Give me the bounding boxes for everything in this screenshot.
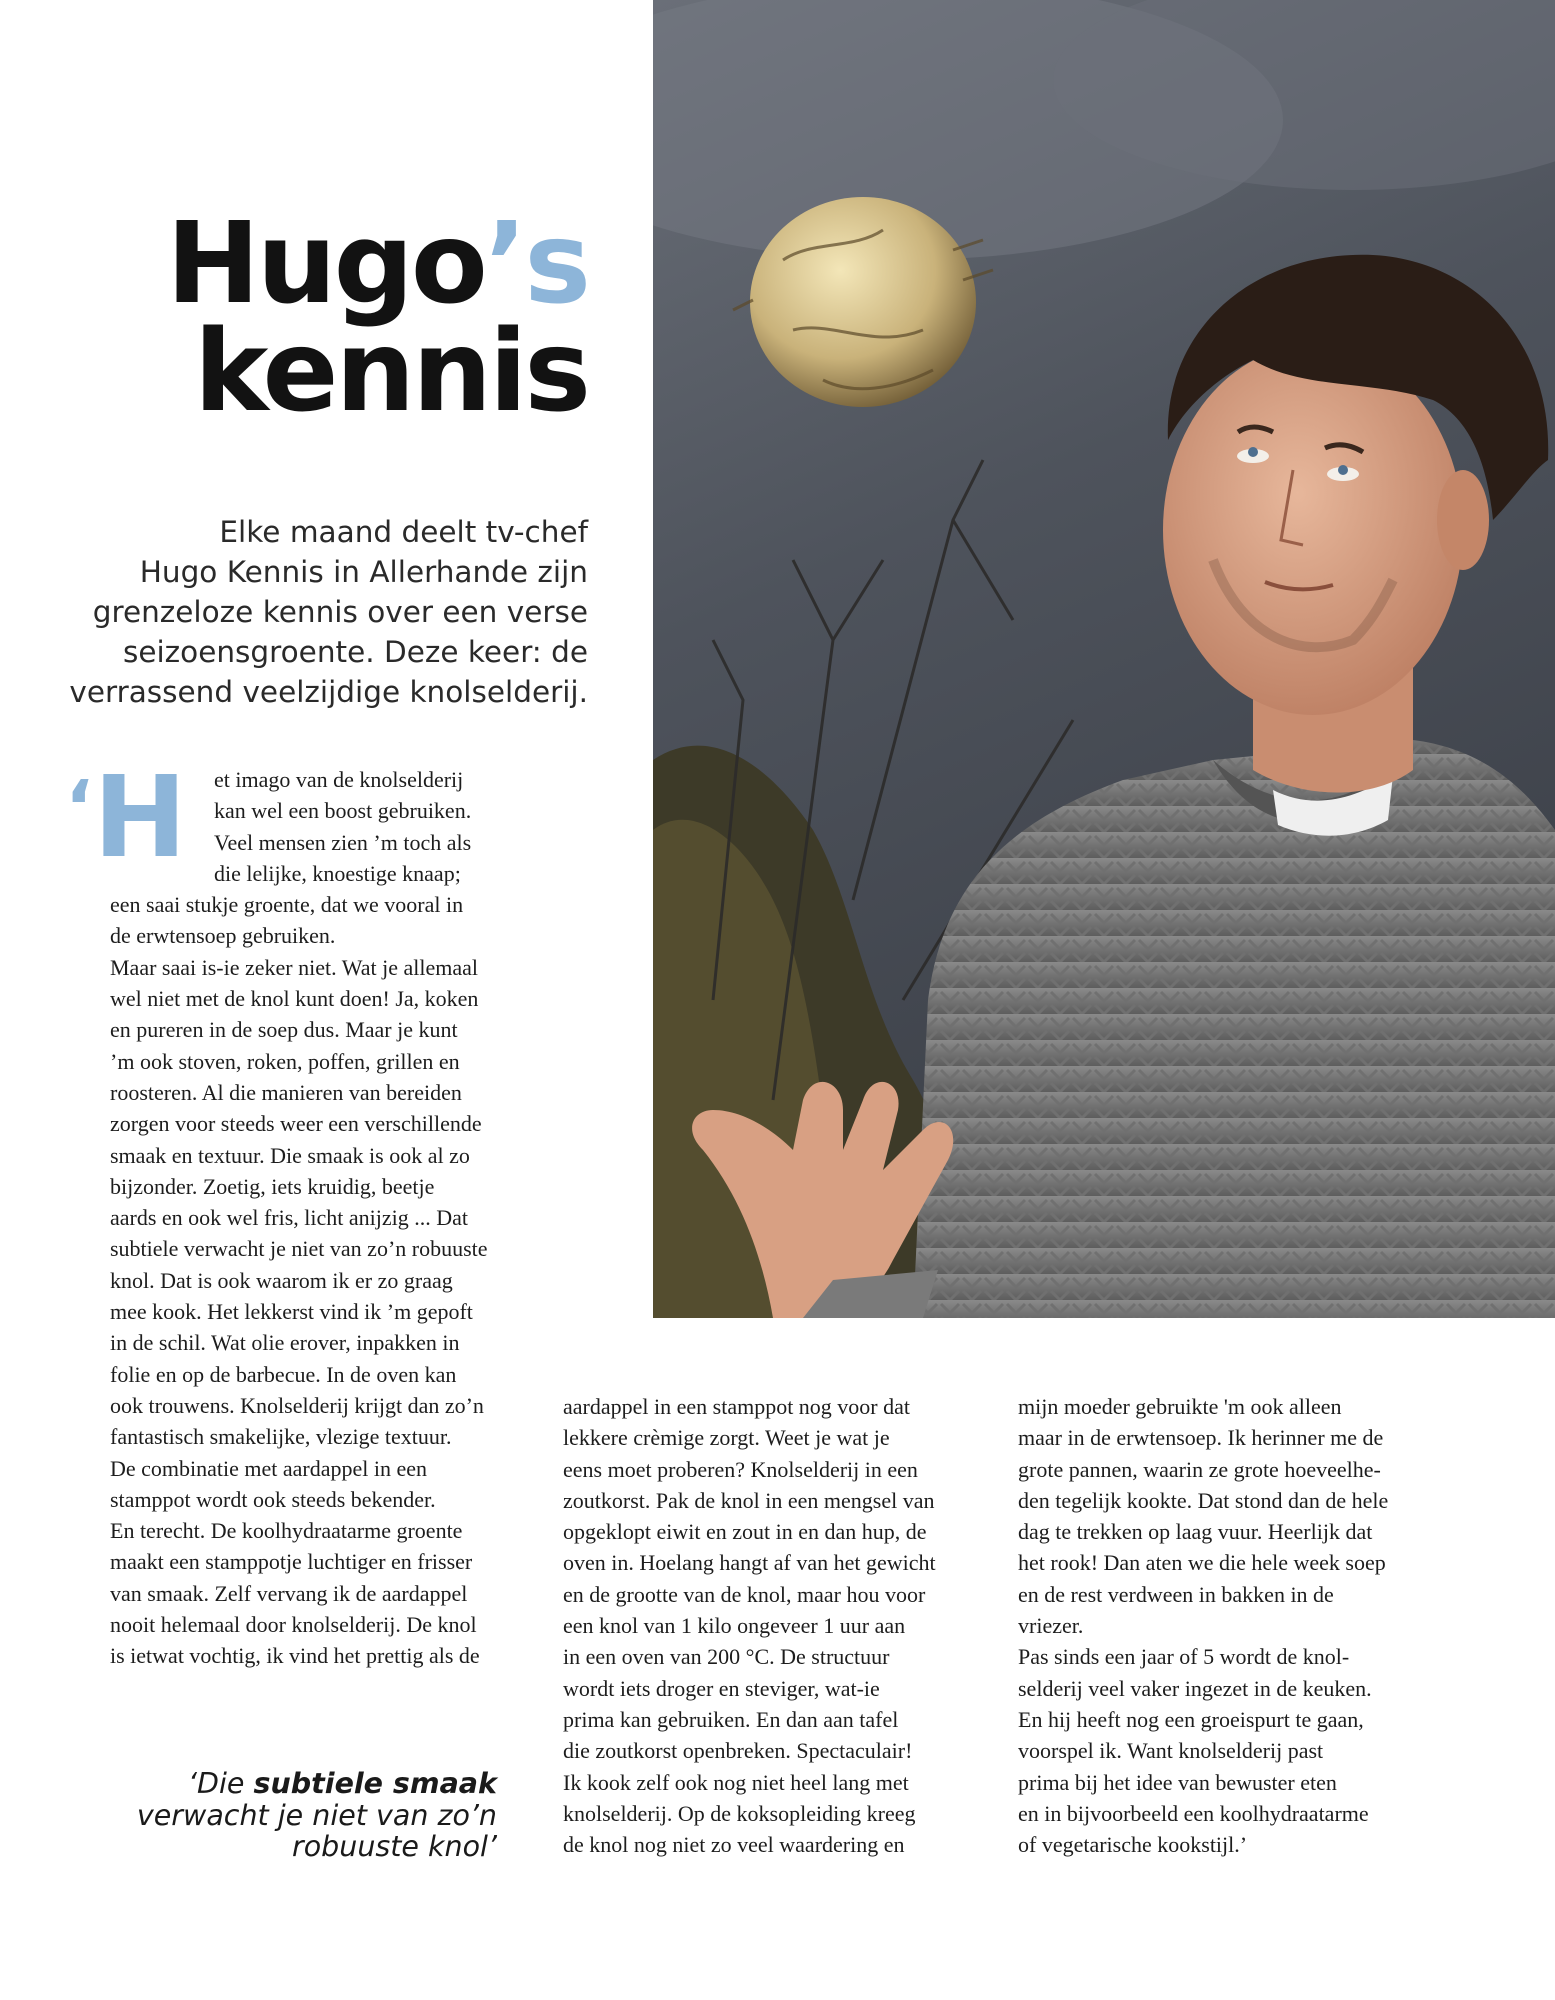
text-line: aardappel in een stamppot nog voor dat [563, 1394, 911, 1419]
text-line: et imago van de knolselderij [214, 767, 464, 792]
intro-line: Hugo Kennis in Allerhande zijn [139, 555, 588, 589]
title-line-1: Hugo’s [166, 199, 588, 329]
text-line: die lelijke, knoestige knaap; [214, 860, 461, 886]
text-line: dag te trekken op laag vuur. Heerlijk dat [1018, 1519, 1373, 1545]
text-line: aards en ook wel fris, licht anijzig ... Dat [110, 1205, 469, 1231]
text-line: prima kan gebruiken. En dan aan tafel [563, 1706, 899, 1732]
pull-quote-line: robuuste knol’ [292, 1830, 497, 1863]
article-column-2 [563, 1391, 995, 1860]
text-line: en pureren in de soep dus. Maar je kunt [110, 1017, 458, 1043]
pull-quote-line: verwacht je niet van zo’n [136, 1798, 497, 1832]
text-line: Pas sinds een jaar of 5 wordt de knol- [1018, 1644, 1350, 1670]
text-line: in de schil. Wat olie erover, inpakken in [110, 1330, 460, 1356]
text-line: zorgen voor steeds weer een verschillende [110, 1111, 482, 1137]
text-line: prima bij het idee van bewuster eten [1018, 1769, 1337, 1795]
text-line: nooit helemaal door knolselderij. De knol [110, 1612, 477, 1638]
column-1-text [110, 889, 530, 1671]
text-line: De combinatie met aardappel in een [110, 1455, 428, 1481]
text-line: kan wel een boost gebruiken. [214, 798, 472, 824]
text-line: of vegetarische kookstijl.’ [1018, 1832, 1248, 1858]
intro-paragraph [48, 512, 588, 712]
text-line: wel niet met de knol kunt doen! Ja, koken [110, 986, 479, 1012]
text-line: een saai stukje groente, dat we vooral in [110, 892, 464, 918]
text-line: vriezer. [1018, 1613, 1084, 1639]
text-line: en de grootte van de knol, maar hou voor [563, 1581, 926, 1607]
text-line: in een oven van 200 °C. De structuur [563, 1644, 890, 1670]
text-line: en de rest verdween in bakken in de [1018, 1581, 1334, 1607]
text-line: roosteren. Al die manieren van bereiden [110, 1079, 462, 1105]
text-line: Ik kook zelf ook nog niet heel lang met [563, 1769, 909, 1795]
text-line: den tegelijk kookte. Dat stond dan de hele [1018, 1487, 1389, 1513]
text-line: van smaak. Zelf vervang ik de aardappel [110, 1580, 468, 1606]
text-line: Maar saai is-ie zeker niet. Wat je allemaal [110, 954, 478, 980]
text-line: mee kook. Het lekkerst vind ik ’m gepoft [110, 1299, 473, 1325]
text-line: lekkere crèmige zorgt. Weet je wat je [563, 1425, 890, 1451]
article-column-1 [65, 753, 530, 1672]
text-line: En hij heeft nog een groeispurt te gaan, [1018, 1706, 1364, 1732]
text-line: voorspel ik. Want knolselderij past [1018, 1738, 1324, 1764]
intro-line: Elke maand deelt tv-chef [219, 515, 588, 549]
text-line: mijn moeder gebruikte 'm ook alleen [1018, 1394, 1342, 1419]
text-line: eens moet proberen? Knolselderij in een [563, 1456, 918, 1482]
text-line: ook trouwens. Knolselderij krijgt dan zo’n [110, 1392, 484, 1418]
text-line: wordt iets droger en steviger, wat-ie [563, 1675, 880, 1701]
intro-line: verrassend veelzijdige knolselderij. [69, 675, 588, 709]
text-line: opgeklopt eiwit en zout in en dan hup, de [563, 1519, 927, 1545]
intro-line: seizoensgroente. Deze keer: de [122, 635, 588, 669]
text-line: maar in de erwtensoep. Ik herinner me de [1018, 1425, 1384, 1451]
text-line: fantastisch smakelijke, vlezige textuur. [110, 1424, 452, 1450]
pull-quote-line: ‘Die subtiele smaak [187, 1767, 497, 1800]
page-title [166, 199, 588, 437]
hero-photo-illustration [653, 0, 1555, 1318]
text-line: grote pannen, waarin ze grote hoeveelhe- [1018, 1456, 1381, 1482]
title-line-2: kennis [194, 307, 588, 437]
text-line: maakt een stamppotje luchtiger en frisser [110, 1549, 473, 1575]
text-line: oven in. Hoelang hangt af van het gewicht [563, 1550, 936, 1576]
text-line: subtiele verwacht je niet van zo’n robuuste [110, 1236, 488, 1262]
intro-line: grenzeloze kennis over een verse [92, 595, 588, 629]
text-line: de knol nog niet zo veel waardering en [563, 1832, 905, 1858]
text-line: een knol van 1 kilo ongeveer 1 uur aan [563, 1613, 906, 1639]
pull-quote [77, 1768, 497, 1863]
text-line: de erwtensoep gebruiken. [110, 923, 336, 949]
text-line: knolselderij. Op de koksopleiding kreeg [563, 1800, 916, 1826]
text-line: folie en op de barbecue. In de oven kan [110, 1361, 457, 1387]
text-line: selderij veel vaker ingezet in de keuken. [1018, 1675, 1372, 1701]
text-line: en in bijvoorbeeld een koolhydraatarme [1018, 1800, 1369, 1826]
drop-cap-lines [214, 764, 530, 889]
drop-cap: ‘H [65, 753, 187, 883]
text-line: zoutkorst. Pak de knol in een mengsel van [563, 1487, 935, 1513]
article-column-3 [1018, 1391, 1450, 1860]
text-line: is ietwat vochtig, ik vind het prettig als de [110, 1643, 480, 1669]
text-line: ’m ook stoven, roken, poffen, grillen en [110, 1048, 460, 1074]
text-line: het rook! Dan aten we die hele week soep [1018, 1550, 1386, 1576]
text-line: stamppot wordt ook steeds bekender. [110, 1486, 436, 1512]
text-line: knol. Dat is ook waarom ik er zo graag [110, 1267, 453, 1293]
text-line: Veel mensen zien ’m toch als [214, 829, 472, 855]
title-accent: ’s [484, 199, 588, 329]
text-line: smaak en textuur. Die smaak is ook al zo [110, 1142, 470, 1168]
hero-photo [653, 0, 1555, 1318]
text-line: bijzonder. Zoetig, iets kruidig, beetje [110, 1173, 435, 1199]
text-line: En terecht. De koolhydraatarme groente [110, 1518, 463, 1544]
pull-quote-emphasis: subtiele smaak [253, 1767, 497, 1800]
text-line: die zoutkorst openbreken. Spectaculair! [563, 1738, 913, 1764]
